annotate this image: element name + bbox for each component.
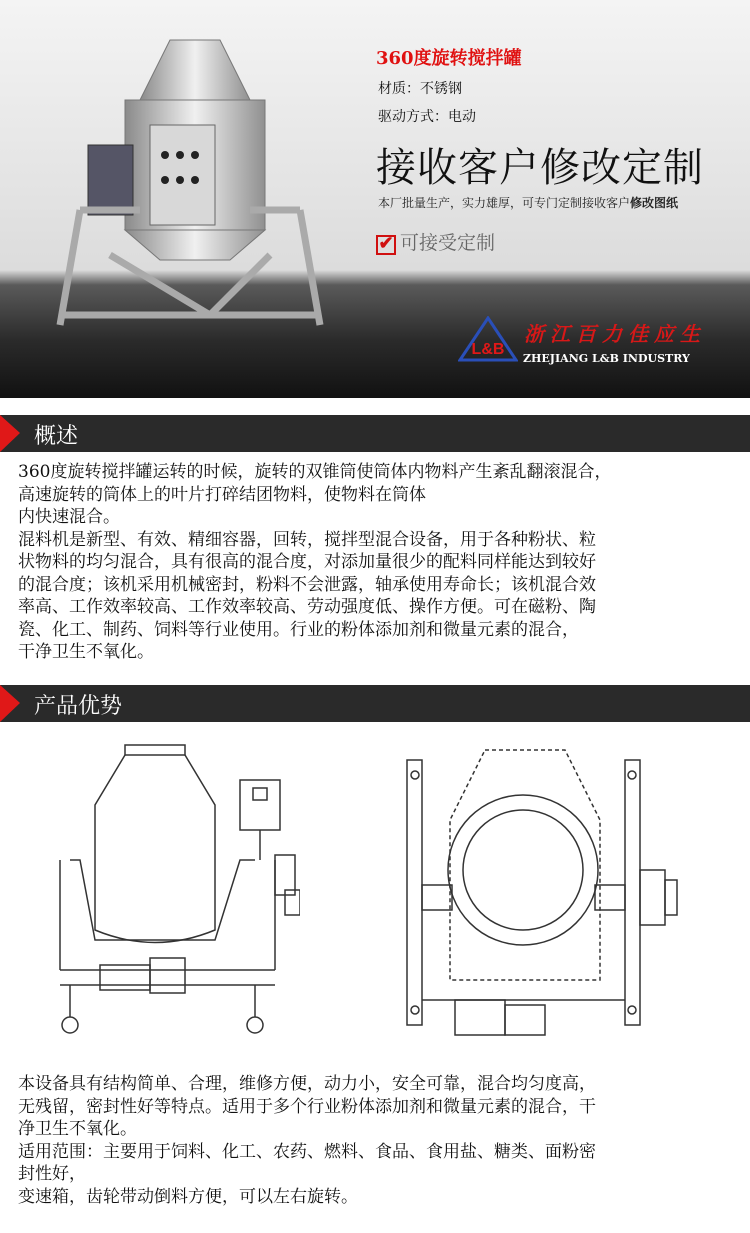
overview-text [18, 461, 611, 664]
subtitle-text: 本厂批量生产，实力雄厚，可专门定制接收客户 [378, 196, 631, 210]
drive-spec: 驱动方式：电动 [378, 109, 476, 125]
text-line: 变速箱，齿轮带动倒料方便，可以左右旋转。 [18, 1186, 358, 1207]
company-name-cn: 浙江百力佳应生 [524, 322, 706, 346]
product-banner [0, 0, 750, 398]
company-name-en: ZHEJIANG L&B INDUSTRY [523, 352, 690, 365]
subtitle-bold: 修改图纸 [630, 196, 679, 210]
svg-text:L&B: L&B [471, 341, 505, 358]
advantages-text [18, 1073, 596, 1208]
product-title: 360度旋转搅拌罐 [376, 48, 522, 69]
text-line: 360度旋转搅拌罐运转的时候，旋转的双锥筒使筒体内物料产生紊乱翻滚混合， [18, 462, 612, 482]
arrow-icon [0, 415, 20, 452]
text-line: 干净卫生不氧化。 [18, 642, 154, 662]
section-header-overview [0, 415, 750, 452]
mixer-machine-photo [40, 15, 340, 365]
section-title: 概述 [34, 424, 79, 449]
text-line: 适用范围：主要用于饲料、化工、农药、燃料、食品、食用盐、糖类、面粉密 [18, 1141, 596, 1162]
text-line: 封性好， [18, 1164, 86, 1184]
accept-label: 可接受定制 [400, 232, 496, 254]
text-line: 瓷、化工、制药、饲料等行业使用。行业的粉体添加剂和微量元素的混合， [18, 619, 579, 640]
checkmark-icon: ✔ [376, 235, 396, 255]
arrow-icon [0, 685, 20, 722]
side-view-drawing [40, 730, 300, 1050]
section-title: 产品优势 [34, 694, 123, 719]
text-line: 率高、工作效率较高、工作效率较高、劳动强度低、操作方便。可在磁粉、陶 [18, 597, 596, 617]
text-line: 混料机是新型、有效、精细容器，回转，搅拌型混合设备，用于各种粉状、粒 [18, 529, 596, 550]
text-line: 高速旋转的筒体上的叶片打碎结团物料，使物料在筒体 [18, 484, 426, 505]
custom-headline: 接收客户修改定制 [376, 145, 704, 191]
text-line: 净卫生不氧化。 [18, 1119, 137, 1139]
front-view-drawing [395, 730, 695, 1050]
text-line: 的混合度；该机采用机械密封，粉料不会泄露，轴承使用寿命长；该机混合效 [18, 574, 596, 595]
material-spec: 材质：不锈钢 [378, 81, 462, 97]
text-line: 内快速混合。 [18, 507, 120, 527]
text-line: 状物料的均匀混合，具有很高的混合度，对添加量很少的配料同样能达到较好 [18, 552, 596, 572]
section-header-advantages [0, 685, 750, 722]
company-logo [458, 316, 518, 362]
accept-custom [376, 228, 495, 255]
text-line: 本设备具有结构简单、合理，维修方便，动力小，安全可靠，混合均匀度高， [18, 1074, 596, 1094]
custom-subtitle [378, 194, 678, 211]
text-line: 无残留，密封性好等特点。适用于多个行业粉体添加剂和微量元素的混合，干 [18, 1096, 596, 1117]
